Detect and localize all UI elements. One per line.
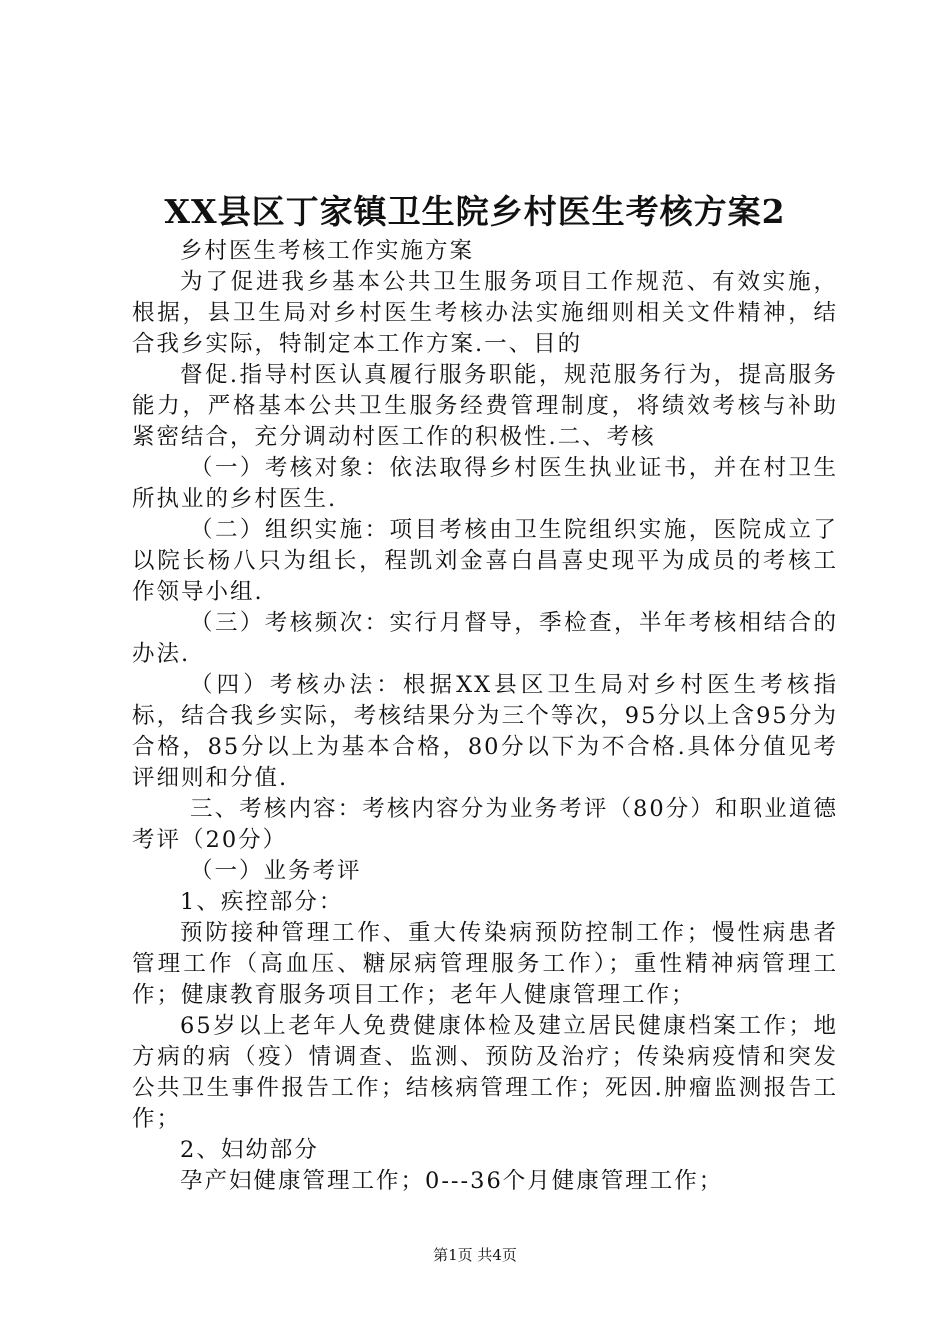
- paragraph: （四）考核办法：根据XX县区卫生局对乡村医生考核指标，结合我乡实际，考核结果分为三个等次，95分以上含95分为合格，85分以上为基本合格，80分以下为不合格.具体分值见考评细则和分值.: [132, 672, 838, 791]
- document-title: XX县区丁家镇卫生院乡村医生考核方案2: [164, 192, 786, 231]
- paragraph: （二）组织实施：项目考核由卫生院组织实施，医院成立了以院长杨八只为组长，程凯刘金喜白昌喜史现平为成员的考核工作领导小组.: [132, 517, 838, 605]
- paragraph: 督促.指导村医认真履行服务职能，规范服务行为，提高服务能力，严格基本公共卫生服务经费管理制度，将绩效考核与补助紧密结合，充分调动村医工作的积极性.二、考核: [132, 362, 838, 450]
- paragraph: 预防接种管理工作、重大传染病预防控制工作；慢性病患者管理工作（高血压、糖尿病管理服务工作）；重性精神病管理工作；健康教育服务项目工作；老年人健康管理工作；: [132, 920, 838, 1008]
- page-number-footer: 第1页 共4页: [433, 1246, 517, 1264]
- paragraph: （一）考核对象：依法取得乡村医生执业证书，并在村卫生所执业的乡村医生.: [132, 455, 838, 512]
- paragraph: 三、考核内容：考核内容分为业务考评（80分）和职业道德考评（20分）: [132, 796, 838, 853]
- paragraph: （三）考核频次：实行月督导，季检查，半年考核相结合的办法.: [132, 610, 838, 667]
- paragraph: 孕产妇健康管理工作；0---36个月健康管理工作；: [180, 1168, 724, 1194]
- paragraph: 65岁以上老年人免费健康体检及建立居民健康档案工作；地方病的病（疫）情调查、监测、预防及治疗；传染病疫情和突发公共卫生事件报告工作；结核病管理工作；死因.肿瘤监测报告工作；: [132, 1013, 838, 1132]
- paragraph: 乡村医生考核工作实施方案: [180, 238, 475, 264]
- paragraph: 1、疾控部分：: [180, 889, 344, 915]
- document-body: [132, 236, 838, 1197]
- paragraph: （一）业务考评: [190, 858, 362, 884]
- paragraph: 2、妇幼部分: [180, 1137, 319, 1163]
- paragraph: 为了促进我乡基本公共卫生服务项目工作规范、有效实施，根据，县卫生局对乡村医生考核办法实施细则相关文件精神，结合我乡实际，特制定本工作方案.一、目的: [132, 269, 838, 357]
